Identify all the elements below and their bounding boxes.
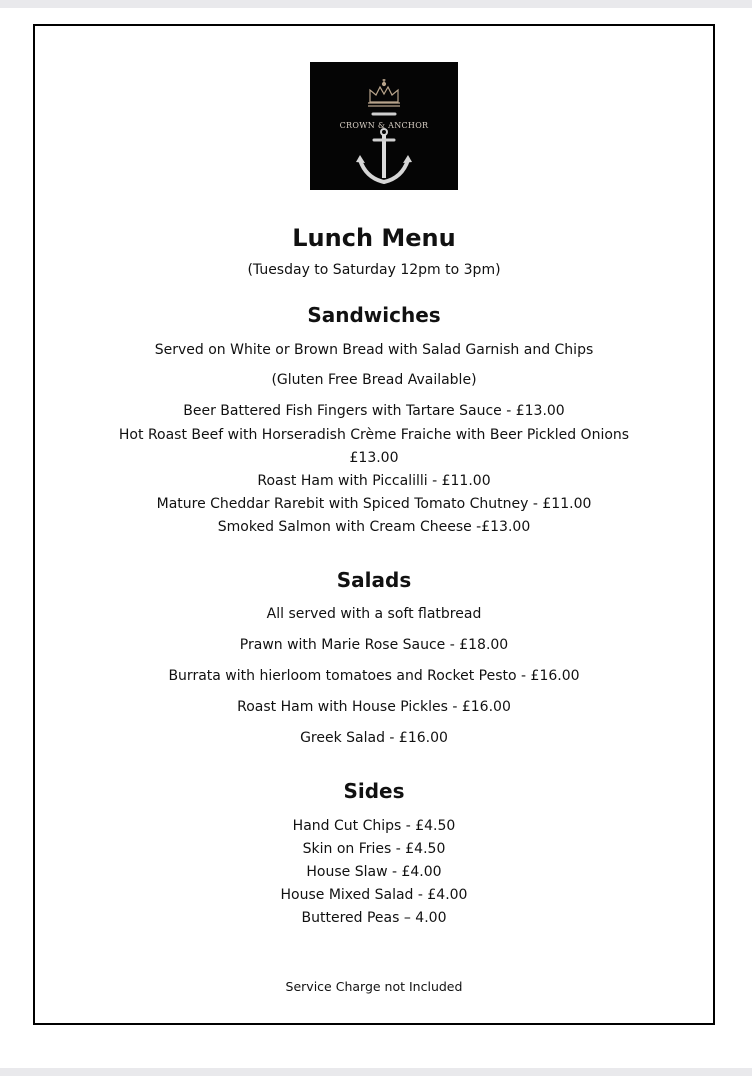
crown-and-anchor-logo [310, 62, 458, 190]
menu-item: House Slaw - £4.00 [306, 864, 442, 880]
menu-title: Lunch Menu [292, 224, 456, 252]
crown-icon [368, 79, 400, 106]
service-charge-note: Service Charge not Included [285, 979, 463, 994]
menu-hours: (Tuesday to Saturday 12pm to 3pm) [247, 262, 501, 278]
logo-brand-text: CROWN & ANCHOR [339, 121, 429, 130]
menu-item: Hand Cut Chips - £4.50 [292, 818, 456, 834]
menu-item: Prawn with Marie Rose Sauce - £18.00 [239, 637, 509, 653]
menu-item: Skin on Fries - £4.50 [302, 841, 446, 857]
salads-note: All served with a soft flatbread [266, 606, 482, 622]
sandwiches-note: Served on White or Brown Bread with Salad Garnish and Chips [154, 342, 594, 358]
menu-item: Smoked Salmon with Cream Cheese -£13.00 [217, 519, 531, 535]
menu-item: Roast Ham with Piccalilli - £11.00 [257, 473, 491, 489]
menu-item: Mature Cheddar Rarebit with Spiced Tomato Chutney - £11.00 [156, 496, 592, 512]
menu-item-price: £13.00 [349, 450, 399, 466]
menu-item: Buttered Peas – 4.00 [301, 910, 447, 926]
menu-item: Greek Salad - £16.00 [300, 730, 448, 746]
menu-item: Beer Battered Fish Fingers with Tartare Sauce - £13.00 [183, 403, 565, 419]
menu-item: Burrata with hierloom tomatoes and Rocket Pesto - £16.00 [168, 668, 580, 684]
sandwiches-heading: Sandwiches [307, 303, 441, 327]
menu-item: Roast Ham with House Pickles - £16.00 [237, 699, 511, 715]
sandwiches-note: (Gluten Free Bread Available) [271, 372, 477, 388]
sides-heading: Sides [343, 779, 405, 803]
salads-heading: Salads [336, 568, 412, 592]
menu-item: House Mixed Salad - £4.00 [280, 887, 468, 903]
menu-item: Hot Roast Beef with Horseradish Crème Fraiche with Beer Pickled Onions [118, 427, 630, 443]
